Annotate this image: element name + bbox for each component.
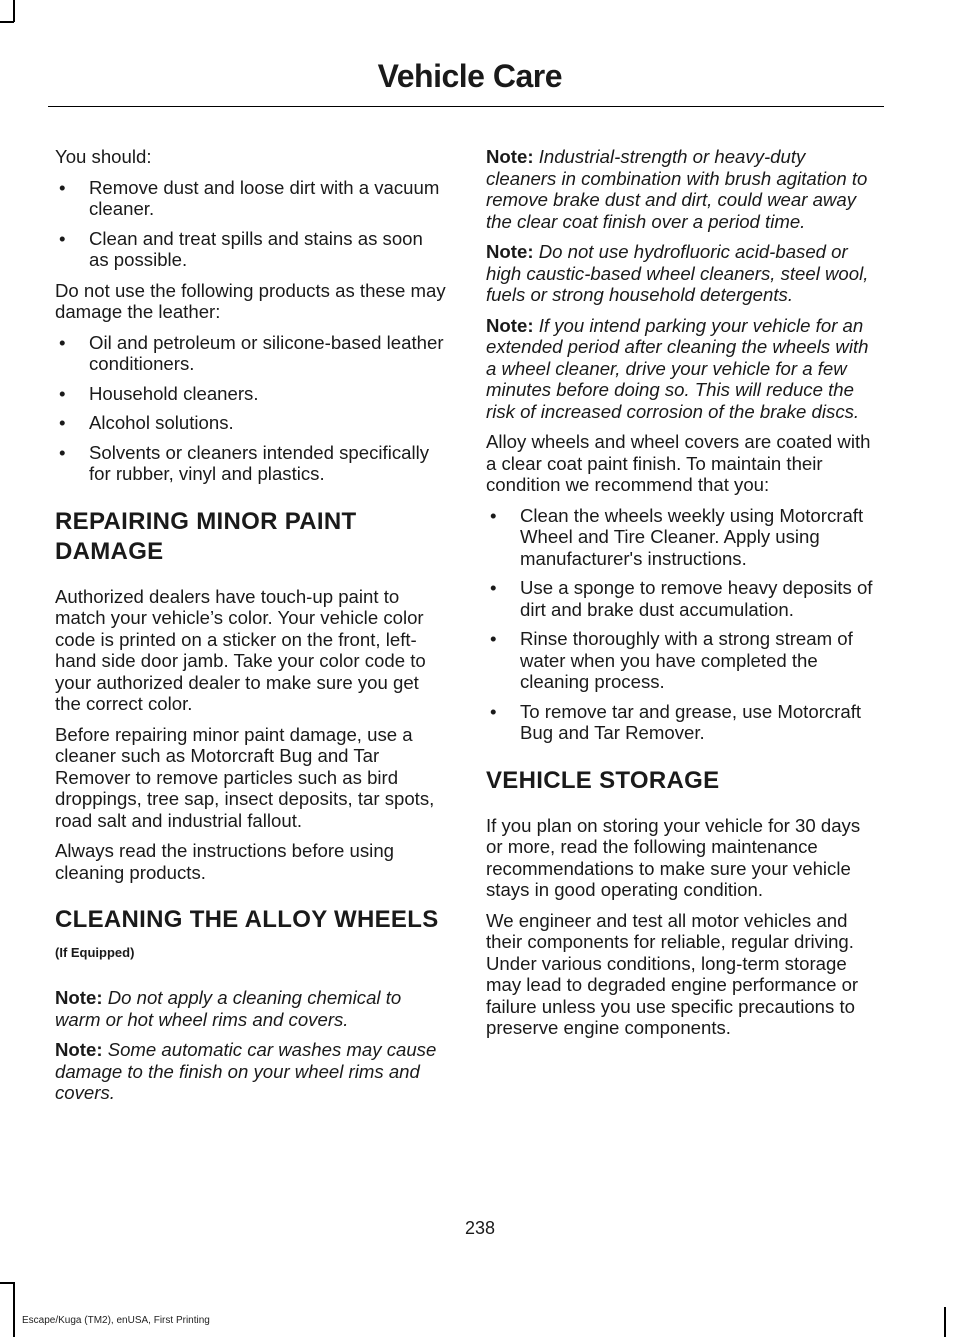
paragraph: Authorized dealers have touch-up paint to match your vehicle’s color. Your vehicle color code is printed on a sticker on the front, left-hand side door jamb. Take your color code to your authorized dealer to make sure you get the correct color. [55, 585, 426, 714]
paragraph: Before repairing minor paint damage, use a cleaner such as Motorcraft Bug and Tar Remover to remove particles such as bird droppings, tree sap, insect deposits, tar spots, road salt and industrial fallout. [55, 723, 435, 831]
paragraph: Alloy wheels and wheel covers are coated with a clear coat paint finish. To maintain their condition we recommend that you: [486, 431, 871, 495]
crop-mark [944, 1307, 946, 1337]
storage-heading: VEHICLE STORAGE [486, 766, 720, 794]
list-item: • Clean and treat spills and stains as soon as possible. [55, 228, 447, 271]
avoid-list [55, 332, 447, 485]
page-header-title: Vehicle Care [377, 58, 562, 94]
note-label: Note: [486, 241, 534, 262]
paragraph: If you plan on storing your vehicle for 30 days or more, read the following maintenance recommendations to make sure your vehicle stays in good operating condition. [486, 814, 861, 900]
note [486, 146, 878, 232]
paragraph: We engineer and test all motor vehicles and their components for reliable, regular driving. Under various conditions, long-term storage may lead to degraded engine performance or failure unless you use specific precautions to preserve engine components. [486, 909, 859, 1038]
intro-text: You should: [55, 146, 152, 167]
right-column [486, 146, 878, 1048]
crop-mark [13, 0, 15, 22]
alloy-heading [55, 905, 447, 968]
list-item: • Solvents or cleaners intended specifically for rubber, vinyl and plastics. [55, 442, 447, 485]
note-label: Note: [55, 1039, 103, 1060]
note-text: Some automatic car washes may cause damage to the finish on your wheel rims and covers. [55, 1039, 437, 1103]
list-item: • Rinse thoroughly with a strong stream of water when you have completed the cleaning process. [486, 628, 878, 693]
crop-mark [0, 1282, 14, 1284]
footer-text: Escape/Kuga (TM2), enUSA, First Printing [22, 1315, 210, 1326]
note [486, 241, 878, 306]
list-item: • Clean the wheels weekly using Motorcraft Wheel and Tire Cleaner. Apply using manufacturer's instructions. [486, 505, 878, 570]
note [486, 315, 878, 423]
alloy-qualifier: (If Equipped) [55, 945, 135, 960]
note [55, 987, 447, 1030]
paragraph: Always read the instructions before using cleaning products. [55, 840, 394, 883]
page-number: 238 [464, 1218, 496, 1238]
list-item: • Household cleaners. [55, 383, 447, 405]
left-column [55, 146, 447, 1113]
crop-mark [0, 21, 14, 23]
note-text: Industrial-strength or heavy-duty cleaners in combination with brush agitation to remove brake dust and dirt, could wear away the clear coat finish over a period time. [486, 146, 868, 232]
note-label: Note: [486, 146, 534, 167]
note-text: Do not apply a cleaning chemical to warm or hot wheel rims and covers. [55, 987, 402, 1030]
leather-warning: Do not use the following products as these may damage the leather: [55, 279, 446, 322]
list-item: • Oil and petroleum or silicone-based leather conditioners. [55, 332, 447, 375]
note-label: Note: [55, 987, 103, 1008]
list-item: • Alcohol solutions. [55, 412, 447, 434]
note-label: Note: [486, 314, 534, 336]
should-list [55, 177, 447, 271]
repair-heading: REPAIRING MINOR PAINT DAMAGE [55, 507, 357, 565]
list-item: • Use a sponge to remove heavy deposits of dirt and brake dust accumulation. [486, 577, 878, 620]
note [55, 1039, 447, 1104]
note-text: Do not use hydrofluoric acid-based or high caustic-based wheel cleaners, steel wool, fuels or strong household detergents. [486, 241, 869, 305]
alloy-heading-text: CLEANING THE ALLOY WHEELS [55, 906, 439, 933]
header-rule [48, 106, 884, 107]
crop-mark [13, 1282, 15, 1337]
list-item: • Remove dust and loose dirt with a vacuum cleaner. [55, 177, 447, 220]
wheel-care-list [486, 505, 878, 744]
note-text: If you intend parking your vehicle for an extended period after cleaning the wheels with a wheel cleaner, drive your vehicle for a few minutes before doing so. This will reduce the risk of increased corrosion of the brake discs. [486, 314, 869, 422]
list-item: • To remove tar and grease, use Motorcraft Bug and Tar Remover. [486, 701, 878, 744]
